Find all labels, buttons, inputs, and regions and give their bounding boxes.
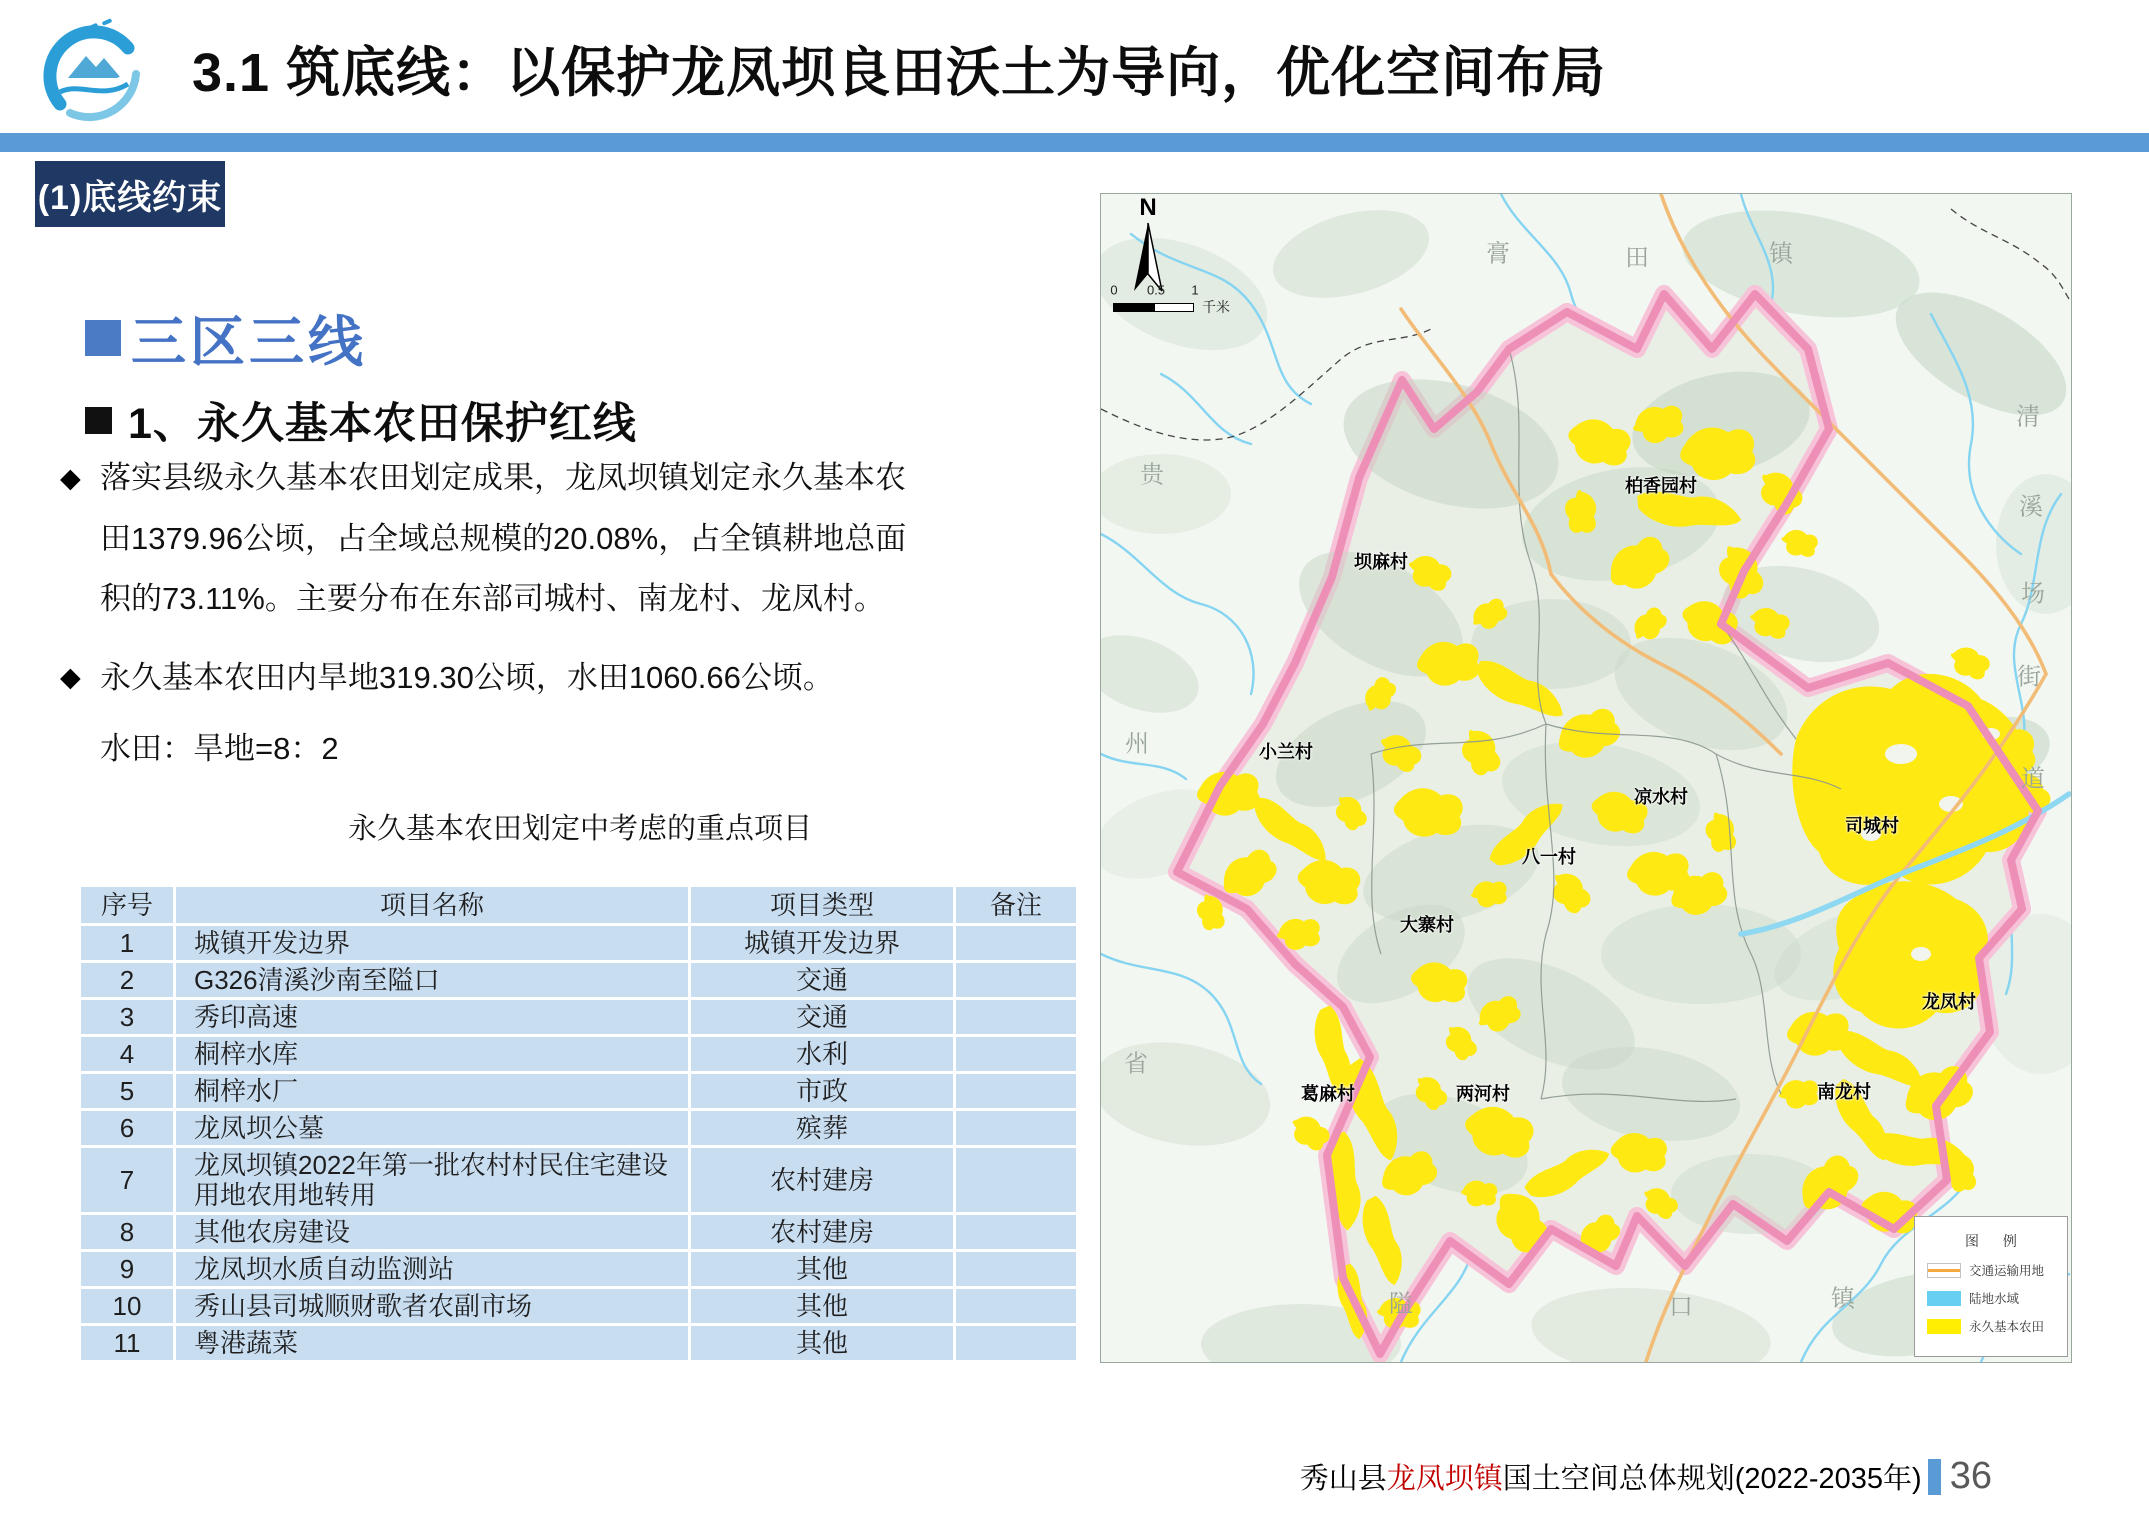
cell-type: 其他 [691, 1252, 953, 1286]
cell-name: 龙凤坝水质自动监测站 [176, 1252, 688, 1286]
legend-item-label: 永久基本农田 [1969, 1320, 2045, 1334]
wave-mountain-logo-icon [36, 12, 146, 132]
adjacent-area-label: 隘 [1389, 1290, 1413, 1318]
scale-tick-0: 0 [1110, 282, 1118, 298]
adjacent-area-label: 膏 [1486, 240, 1510, 268]
cell-note [956, 1111, 1076, 1145]
heading-farmland-redline [85, 390, 637, 451]
village-label: 司城村 [1845, 816, 1899, 836]
cell-note [956, 1326, 1076, 1360]
farmland-protection-map [1100, 193, 2072, 1363]
cell-note [956, 1074, 1076, 1108]
cell-note [956, 1037, 1076, 1071]
village-label: 小兰村 [1259, 742, 1313, 762]
cell-type: 市政 [691, 1074, 953, 1108]
col-header-type: 项目类型 [691, 887, 953, 923]
cell-name: 秀印高速 [176, 1000, 688, 1034]
paddy-dryland-ratio: 水田：旱地=8：2 [100, 731, 339, 766]
cell-note [956, 1000, 1076, 1034]
footer-accent-bar [1928, 1459, 1941, 1495]
adjacent-area-label: 镇 [1769, 240, 1793, 268]
map-legend [1914, 1216, 2068, 1357]
key-projects-table [78, 884, 1079, 1363]
cell-note [956, 1148, 1076, 1212]
legend-item-farmland [1927, 1317, 2067, 1335]
village-label: 龙凤村 [1922, 992, 1976, 1012]
village-label: 大寨村 [1400, 915, 1454, 935]
cell-name: 龙凤坝公墓 [176, 1111, 688, 1145]
adjacent-area-label: 口 [1669, 1293, 1693, 1321]
table-row [81, 963, 1076, 997]
cell-note [956, 1215, 1076, 1249]
cell-note [956, 1289, 1076, 1323]
scale-tick-05: 0.5 [1146, 282, 1166, 298]
adjacent-area-label: 清 [2016, 403, 2040, 431]
village-label: 柏香园村 [1625, 476, 1697, 496]
table-row [81, 1148, 1076, 1212]
village-label: 坝麻村 [1354, 552, 1408, 572]
table-row [81, 926, 1076, 960]
legend-item-label: 交通运输用地 [1969, 1264, 2045, 1278]
table-title: 永久基本农田划定中考虑的重点项目 [347, 813, 812, 845]
map-canvas [1101, 194, 2071, 1362]
diamond-bullet-icon: ◆ [60, 463, 81, 493]
footer-town-highlight: 龙凤坝镇 [1386, 1463, 1503, 1495]
section-badge: (1)底线约束 [35, 161, 225, 227]
cell-name: 其他农房建设 [176, 1215, 688, 1249]
farmland-swatch-icon [1927, 1319, 1961, 1334]
paragraph-line: 永久基本农田内旱地319.30公顷，水田1060.66公顷。 [100, 660, 834, 695]
adjacent-area-label: 贵 [1140, 461, 1164, 489]
adjacent-area-label: 镇 [1831, 1285, 1855, 1313]
col-header-no: 序号 [81, 887, 173, 923]
cell-note [956, 926, 1076, 960]
blue-square-icon [85, 320, 121, 356]
water-swatch-icon [1927, 1291, 1961, 1306]
cell-no: 5 [81, 1074, 173, 1108]
paragraph-line: 田1379.96公顷，占全域总规模的20.08%，占全镇耕地总面 [100, 520, 907, 556]
cell-no: 2 [81, 963, 173, 997]
village-label: 两河村 [1456, 1084, 1510, 1104]
table-row [81, 1289, 1076, 1323]
diamond-bullet-icon: ◆ [60, 662, 81, 692]
table-row [81, 1037, 1076, 1071]
legend-item-water [1927, 1289, 2067, 1307]
cell-name: 城镇开发边界 [176, 926, 688, 960]
table-row [81, 1000, 1076, 1034]
scalebar-filled-segment [1113, 303, 1154, 312]
adjacent-area-label: 省 [1124, 1050, 1148, 1078]
adjacent-area-label: 溪 [2019, 493, 2043, 521]
cell-note [956, 1252, 1076, 1286]
table-row [81, 1215, 1076, 1249]
cell-name: G326清溪沙南至隘口 [176, 963, 688, 997]
cell-no: 6 [81, 1111, 173, 1145]
bullet-paragraph-2 [100, 648, 834, 709]
adjacent-area-label: 田 [1625, 244, 1649, 272]
bullet-paragraph-1 [100, 448, 907, 630]
cell-no: 10 [81, 1289, 173, 1323]
scale-tick-1: 1 [1191, 282, 1199, 298]
legend-item-road [1927, 1261, 2067, 1279]
cell-type: 农村建房 [691, 1215, 953, 1249]
col-header-name: 项目名称 [176, 887, 688, 923]
road-swatch-icon [1927, 1263, 1961, 1278]
scale-unit: 千米 [1202, 299, 1230, 315]
cell-type: 殡葬 [691, 1111, 953, 1145]
cell-type: 农村建房 [691, 1148, 953, 1212]
cell-no: 9 [81, 1252, 173, 1286]
village-label: 南龙村 [1817, 1082, 1871, 1102]
footer [1300, 1455, 1992, 1498]
adjacent-area-label: 街 [2017, 663, 2041, 691]
table-row [81, 1111, 1076, 1145]
cell-name: 秀山县司城顺财歌者农副市场 [176, 1289, 688, 1323]
village-label: 八一村 [1522, 847, 1576, 867]
table-header-row [81, 887, 1076, 923]
footer-county: 秀山县 [1299, 1463, 1387, 1495]
table-row [81, 1326, 1076, 1360]
adjacent-area-label: 道 [2021, 765, 2045, 793]
cell-type: 其他 [691, 1289, 953, 1323]
heading-three-zones [85, 298, 367, 377]
col-header-note: 备注 [956, 887, 1076, 923]
cell-no: 8 [81, 1215, 173, 1249]
cell-no: 7 [81, 1148, 173, 1212]
paragraph-line: 落实县级永久基本农田划定成果，龙凤坝镇划定永久基本农 [100, 460, 906, 495]
black-square-icon [85, 407, 112, 434]
header-divider-bar [0, 133, 2149, 152]
scalebar-empty-segment [1154, 303, 1194, 312]
cell-type: 交通 [691, 963, 953, 997]
cell-type: 交通 [691, 1000, 953, 1034]
table-row [81, 1074, 1076, 1108]
table-row [81, 1252, 1076, 1286]
paragraph-line: 积的73.11%。主要分布在东部司城村、南龙村、龙凤村。 [100, 581, 885, 616]
cell-type: 城镇开发边界 [691, 926, 953, 960]
page-title: 3.1 筑底线：以保护龙凤坝良田沃土为导向，优化空间布局 [192, 43, 1607, 103]
cell-no: 4 [81, 1037, 173, 1071]
village-label: 凉水村 [1634, 787, 1688, 807]
cell-no: 11 [81, 1326, 173, 1360]
cell-name: 粤港蔬菜 [176, 1326, 688, 1360]
cell-no: 1 [81, 926, 173, 960]
adjacent-area-label: 州 [1125, 730, 1149, 758]
cell-note [956, 963, 1076, 997]
footer-plan-name: 国土空间总体规划(2022-2035年) [1502, 1463, 1922, 1495]
cell-type: 其他 [691, 1326, 953, 1360]
adjacent-area-label: 场 [2021, 580, 2045, 608]
north-label: N [1139, 194, 1157, 221]
cell-name: 龙凤坝镇2022年第一批农村村民住宅建设用地农用地转用 [176, 1148, 688, 1212]
heading-three-zones-label: 三区三线 [131, 311, 368, 373]
legend-item-label: 陆地水域 [1969, 1292, 2020, 1306]
page-number: 36 [1949, 1455, 1992, 1497]
cell-type: 水利 [691, 1037, 953, 1071]
heading-farmland-redline-label: 1、永久基本农田保护红线 [128, 400, 637, 448]
cell-name: 桐梓水厂 [176, 1074, 688, 1108]
cell-name: 桐梓水库 [176, 1037, 688, 1071]
village-label: 葛麻村 [1301, 1084, 1355, 1104]
legend-title: 图 例 [1965, 1233, 2027, 1249]
cell-no: 3 [81, 1000, 173, 1034]
